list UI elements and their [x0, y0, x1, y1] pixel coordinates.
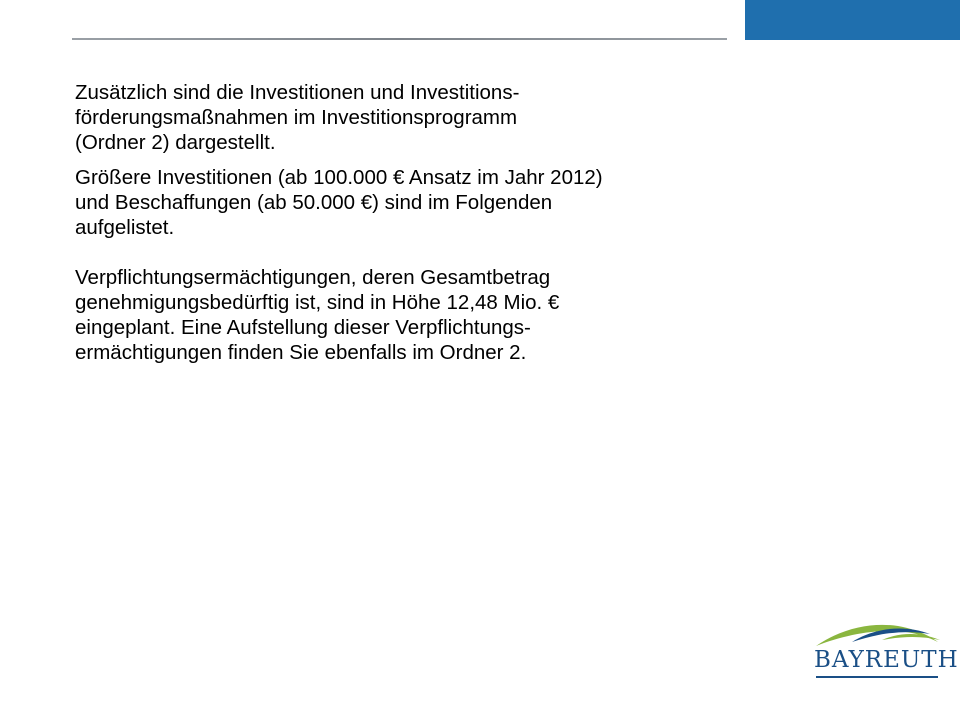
header-divider-line — [72, 38, 727, 40]
paragraph-verpflichtungsermaechtigungen: Verpflichtungsermächtigungen, deren Gesamtbetrag genehmigungsbedürftig ist, sind in Höhe 12,48 Mio. € eingeplant. Eine Aufstellung dieser Verpflichtungs- ermächtigungen finden Sie ebenfalls im Ordner 2. — [75, 266, 560, 364]
hills-logo-icon — [812, 616, 942, 650]
header-accent-block — [745, 0, 960, 40]
slide-body — [75, 80, 715, 365]
paragraph-investitionen: Zusätzlich sind die Investitionen und Investitions- förderungsmaßnahmen im Investitionsprogramm (Ordner 2) dargestellt. — [75, 81, 520, 154]
paragraph-groessere-investitionen: Größere Investitionen (ab 100.000 € Ansatz im Jahr 2012) und Beschaffungen (ab 50.000 €) sind im Folgenden aufgelistet. — [75, 166, 603, 239]
logo-wordmark: BAYREUTH — [814, 647, 959, 673]
logo-underline — [816, 676, 938, 678]
bayreuth-logo — [812, 616, 959, 680]
